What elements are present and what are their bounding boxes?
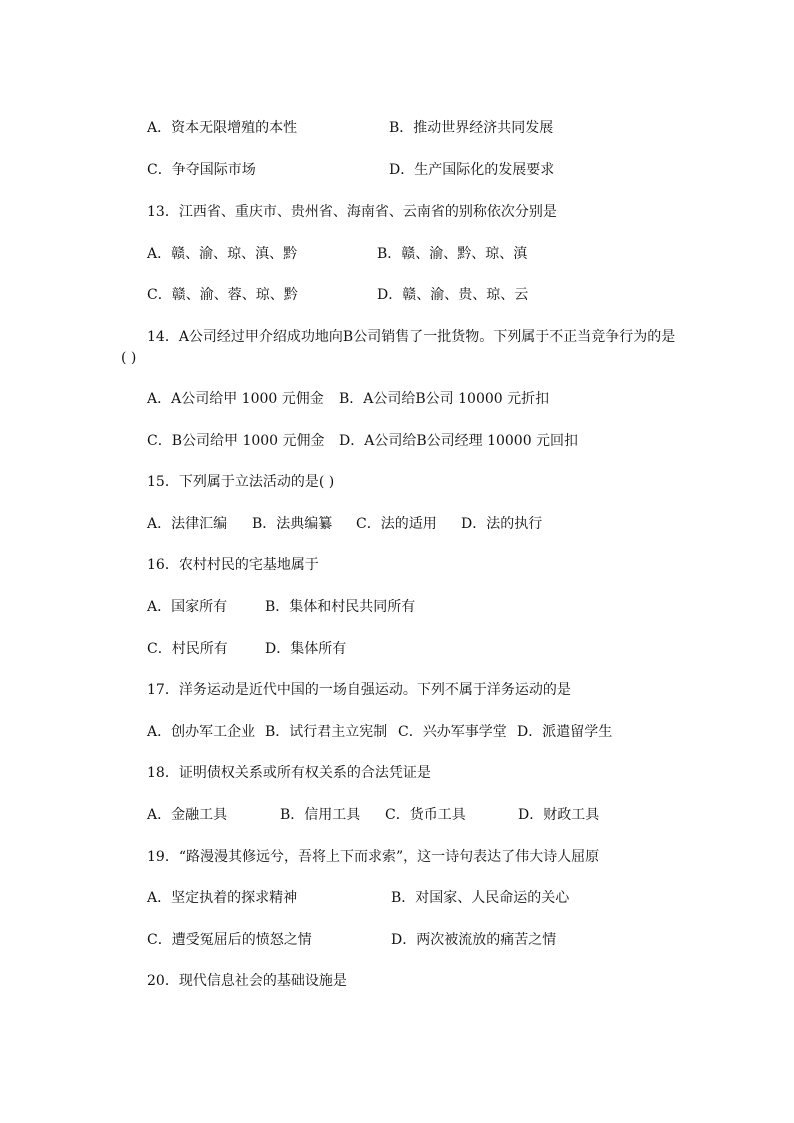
option-a: A．A公司给甲 1000 元佣金 xyxy=(147,391,324,407)
option-b: B．对国家、人民命运的关心 xyxy=(391,890,570,906)
answer-blank: ( ) xyxy=(121,350,137,366)
option-c: C．遭受冤屈后的愤怒之情 xyxy=(147,932,312,948)
option-a: A．坚定执着的探求精神 xyxy=(147,890,298,906)
option-c: C．货币工具 xyxy=(385,807,466,823)
option-c: C．B公司给甲 1000 元佣金 xyxy=(147,433,325,449)
option-c: C．村民所有 xyxy=(147,641,228,657)
option-b: B．赣、渝、黔、琼、滇 xyxy=(377,246,528,262)
option-b: B．推动世界经济共同发展 xyxy=(389,120,554,136)
option-b: B．信用工具 xyxy=(280,807,361,823)
option-a: A．国家所有 xyxy=(147,599,228,615)
option-d: D．派遣留学生 xyxy=(517,724,613,740)
question-16: 16．农村村民的宅基地属于 xyxy=(147,557,319,573)
option-d: D．财政工具 xyxy=(518,807,600,823)
option-d: D．法的执行 xyxy=(461,516,543,532)
option-a: A．法律汇编 xyxy=(147,516,228,532)
question-15: 15．下列属于立法活动的是( ) xyxy=(147,474,335,490)
option-d: D．A公司给B公司经理 10000 元回扣 xyxy=(339,433,579,449)
option-a: A．金融工具 xyxy=(147,807,228,823)
option-d: D．生产国际化的发展要求 xyxy=(389,162,555,178)
option-a: A．创办军工企业 xyxy=(147,724,256,740)
question-18: 18．证明债权关系或所有权关系的合法凭证是 xyxy=(147,765,431,781)
option-b: B．试行君主立宪制 xyxy=(265,724,388,740)
question-14: 14．A公司经过甲介绍成功地向B公司销售了一批货物。下列属于不正当竞争行为的是 xyxy=(147,329,676,345)
option-b: B．集体和村民共同所有 xyxy=(265,599,416,615)
question-20: 20．现代信息社会的基础设施是 xyxy=(147,973,347,989)
option-c: C．争夺国际市场 xyxy=(147,162,256,178)
option-a: A．赣、渝、琼、滇、黔 xyxy=(147,246,298,262)
option-b: B．A公司给B公司 10000 元折扣 xyxy=(339,391,550,407)
question-19: 19．“路漫漫其修远兮，吾将上下而求索”，这一诗句表达了伟大诗人屈原 xyxy=(147,849,600,865)
option-c: C．赣、渝、蓉、琼、黔 xyxy=(147,287,298,303)
option-b: B．法典编纂 xyxy=(252,516,333,532)
option-d: D．赣、渝、贵、琼、云 xyxy=(377,287,529,303)
option-c: C．兴办军事学堂 xyxy=(398,724,507,740)
option-d: D．集体所有 xyxy=(265,641,347,657)
question-17: 17．洋务运动是近代中国的一场自强运动。下列不属于洋务运动的是 xyxy=(147,682,571,698)
option-c: C．法的适用 xyxy=(356,516,437,532)
option-a: A．资本无限增殖的本性 xyxy=(147,120,298,136)
question-13: 13．江西省、重庆市、贵州省、海南省、云南省的别称依次分别是 xyxy=(147,204,557,220)
option-d: D．两次被流放的痛苦之情 xyxy=(391,932,557,948)
